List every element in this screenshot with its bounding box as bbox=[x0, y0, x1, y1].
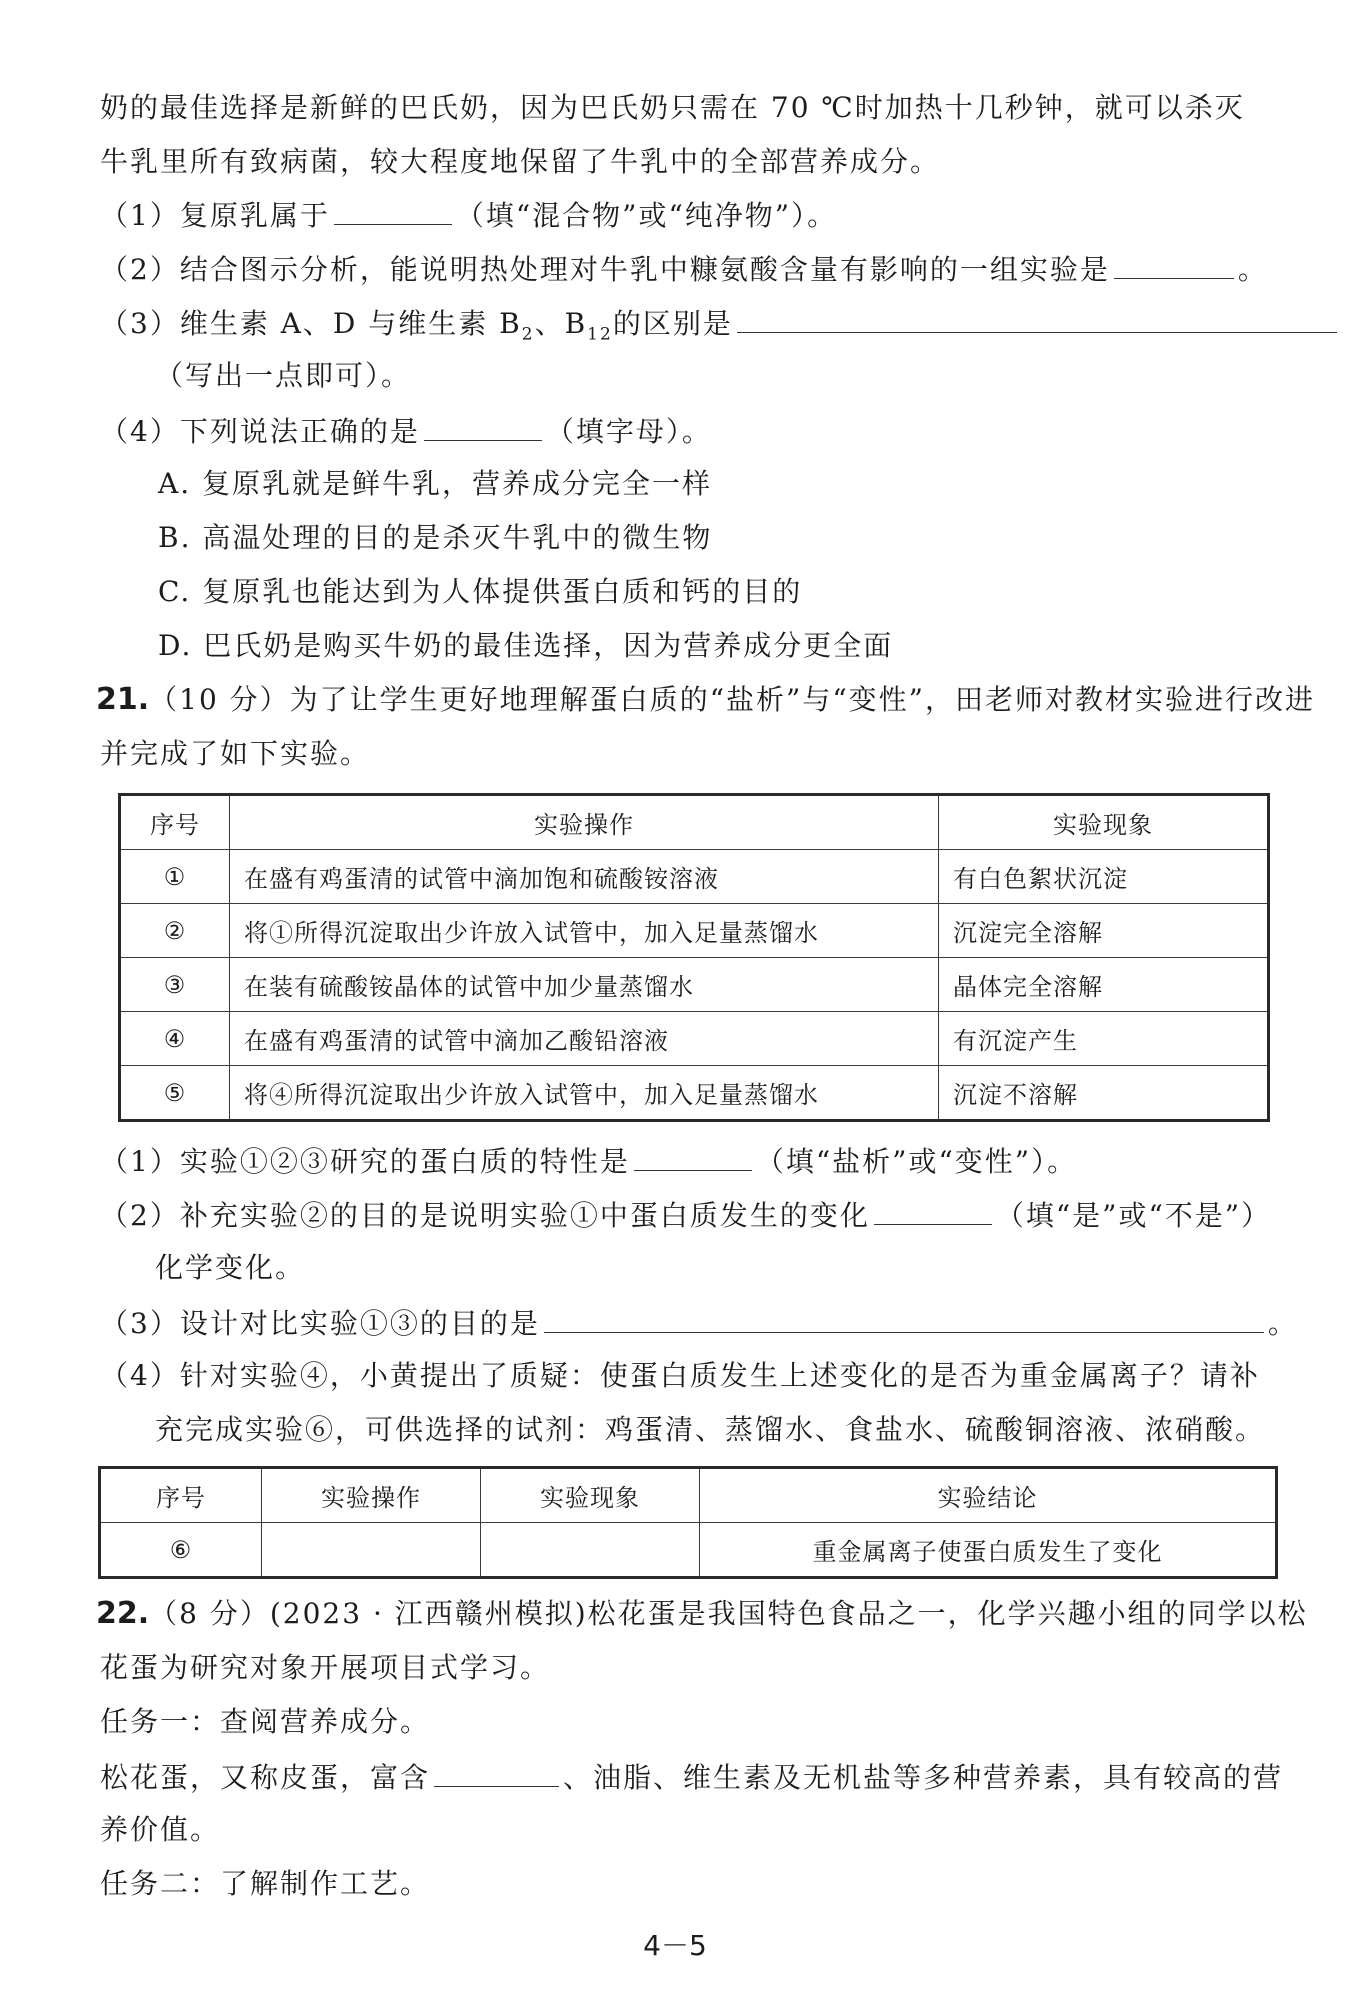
q20-text-line-2: 牛乳里所有致病菌，较大程度地保留了牛乳中的全部营养成分。 bbox=[100, 145, 941, 178]
header-cell: 实验结论 bbox=[700, 1468, 1277, 1523]
cell-phenomenon-answer[interactable] bbox=[481, 1523, 700, 1578]
q20-sub3 bbox=[100, 302, 1290, 355]
q21-sub2-prompt: （2）补充实验②的目的是说明实验①中蛋白质发生的变化 bbox=[100, 1199, 870, 1232]
page-number: 4－5 bbox=[643, 1929, 707, 1962]
q20-sub1-hint: （填“混合物”或“纯净物”）。 bbox=[455, 199, 838, 232]
q21-sub4-line-1: （4）针对实验④，小黄提出了质疑：使蛋白质发生上述变化的是否为重金属离子？请补 bbox=[100, 1359, 1260, 1392]
q20-sub4 bbox=[100, 410, 1290, 452]
cell-index: ⑤ bbox=[120, 1066, 230, 1121]
cell-operation-answer[interactable] bbox=[262, 1523, 481, 1578]
q21-sub1-hint: （填“盐析”或“变性”）。 bbox=[755, 1145, 1078, 1178]
answer-blank[interactable] bbox=[1114, 248, 1234, 279]
table-row bbox=[120, 958, 1269, 1012]
header-cell: 序号 bbox=[120, 795, 230, 850]
q21-line-2: 并完成了如下实验。 bbox=[100, 737, 371, 770]
cell-index: ② bbox=[120, 904, 230, 958]
q20-sub2-end: 。 bbox=[1237, 253, 1268, 286]
cell-operation: 将④所得沉淀取出少许放入试管中，加入足量蒸馏水 bbox=[230, 1066, 939, 1121]
q21-sub4-line-2: 充完成实验⑥，可供选择的试剂：鸡蛋清、蒸馏水、食盐水、硫酸铜溶液、浓硝酸。 bbox=[155, 1413, 1266, 1446]
q22-stem: （8 分）(2023 · 江西赣州模拟)松花蛋是我国特色食品之一，化学兴趣小组的同学以松 bbox=[149, 1597, 1308, 1630]
q22-task-1: 任务一：查阅营养成分。 bbox=[100, 1705, 431, 1738]
answer-blank[interactable] bbox=[434, 1756, 559, 1787]
header-cell: 实验现象 bbox=[939, 795, 1269, 850]
q22-paragraph-rest: 、油脂、维生素及无机盐等多种营养素，具有较高的营 bbox=[563, 1761, 1284, 1794]
option-a: A. 复原乳就是鲜牛乳，营养成分完全一样 bbox=[158, 467, 713, 500]
q21-line-1 bbox=[96, 680, 1315, 720]
header-cell: 实验操作 bbox=[262, 1468, 481, 1523]
q20-sub4-hint: （填字母）。 bbox=[545, 415, 712, 448]
q20-sub3-cont: （写出一点即可）。 bbox=[155, 359, 412, 392]
q20-sub2 bbox=[100, 248, 1290, 290]
table-header-row bbox=[120, 795, 1269, 850]
q22-line-2: 花蛋为研究对象开展项目式学习。 bbox=[100, 1651, 551, 1684]
option-c: C. 复原乳也能达到为人体提供蛋白质和钙的目的 bbox=[158, 575, 803, 608]
table-row bbox=[120, 1012, 1269, 1066]
header-cell: 实验现象 bbox=[481, 1468, 700, 1523]
question-number: 21. bbox=[96, 682, 150, 717]
answer-blank[interactable] bbox=[634, 1140, 752, 1171]
q20-sub3-post: 的区别是 bbox=[612, 307, 733, 340]
cell-phenomenon: 沉淀完全溶解 bbox=[939, 904, 1269, 958]
cell-operation: 在装有硫酸铵晶体的试管中加少量蒸馏水 bbox=[230, 958, 939, 1012]
table-row bbox=[120, 904, 1269, 958]
cell-phenomenon: 沉淀不溶解 bbox=[939, 1066, 1269, 1121]
q21-sub3 bbox=[100, 1302, 1298, 1344]
q20-sub3-prompt: （3）维生素 A、D 与维生素 B bbox=[100, 307, 522, 340]
q20-sub3-mid: 、B bbox=[534, 307, 588, 340]
cell-operation: 将①所得沉淀取出少许放入试管中，加入足量蒸馏水 bbox=[230, 904, 939, 958]
cell-index: ④ bbox=[120, 1012, 230, 1066]
cell-phenomenon: 有沉淀产生 bbox=[939, 1012, 1269, 1066]
header-cell: 实验操作 bbox=[230, 795, 939, 850]
subscript: 12 bbox=[587, 324, 613, 345]
answer-blank[interactable] bbox=[737, 302, 1337, 333]
cell-operation: 在盛有鸡蛋清的试管中滴加饱和硫酸铵溶液 bbox=[230, 850, 939, 904]
experiment-table bbox=[118, 793, 1270, 1122]
table-row bbox=[120, 850, 1269, 904]
q22-paragraph bbox=[100, 1756, 1290, 1798]
header-cell: 序号 bbox=[100, 1468, 262, 1523]
supplementary-experiment-table bbox=[98, 1466, 1278, 1579]
q21-sub2-cont: 化学变化。 bbox=[155, 1251, 306, 1284]
option-d: D. 巴氏奶是购买牛奶的最佳选择，因为营养成分更全面 bbox=[158, 629, 894, 662]
table-header-row bbox=[100, 1468, 1277, 1523]
q22-line-1 bbox=[96, 1594, 1308, 1634]
q20-sub1-prompt: （1）复原乳属于 bbox=[100, 199, 330, 232]
cell-phenomenon: 有白色絮状沉淀 bbox=[939, 850, 1269, 904]
q21-stem: （10 分）为了让学生更好地理解蛋白质的“盐析”与“变性”，田老师对教材实验进行改进 bbox=[149, 683, 1315, 716]
q22-task-2: 任务二：了解制作工艺。 bbox=[100, 1867, 431, 1900]
q20-text-line-1: 奶的最佳选择是新鲜的巴氏奶，因为巴氏奶只需在 70 ℃时加热十几秒钟，就可以杀灭 bbox=[100, 91, 1245, 124]
cell-index: ③ bbox=[120, 958, 230, 1012]
q22-paragraph-cont: 养价值。 bbox=[100, 1813, 221, 1846]
q21-sub1-prompt: （1）实验①②③研究的蛋白质的特性是 bbox=[100, 1145, 630, 1178]
cell-index: ⑥ bbox=[100, 1523, 262, 1578]
cell-phenomenon: 晶体完全溶解 bbox=[939, 958, 1269, 1012]
cell-conclusion: 重金属离子使蛋白质发生了变化 bbox=[700, 1523, 1277, 1578]
table-row bbox=[120, 1066, 1269, 1121]
answer-blank[interactable] bbox=[334, 194, 452, 225]
q22-paragraph-start: 松花蛋，又称皮蛋，富含 bbox=[100, 1761, 431, 1794]
q21-sub3-end: 。 bbox=[1267, 1307, 1298, 1340]
cell-index: ① bbox=[120, 850, 230, 904]
q21-sub3-prompt: （3）设计对比实验①③的目的是 bbox=[100, 1307, 540, 1340]
q21-sub2 bbox=[100, 1194, 1290, 1236]
option-b: B. 高温处理的目的是杀灭牛乳中的微生物 bbox=[158, 521, 713, 554]
question-number: 22. bbox=[96, 1596, 150, 1631]
q21-sub2-hint: （填“是”或“不是”） bbox=[995, 1199, 1272, 1232]
q20-sub2-prompt: （2）结合图示分析，能说明热处理对牛乳中糠氨酸含量有影响的一组实验是 bbox=[100, 253, 1110, 286]
answer-blank[interactable] bbox=[544, 1302, 1264, 1333]
q21-sub1 bbox=[100, 1140, 1290, 1182]
q20-sub1 bbox=[100, 194, 1290, 236]
q20-sub4-prompt: （4）下列说法正确的是 bbox=[100, 415, 420, 448]
table-row bbox=[100, 1523, 1277, 1578]
answer-blank[interactable] bbox=[424, 410, 542, 441]
cell-operation: 在盛有鸡蛋清的试管中滴加乙酸铅溶液 bbox=[230, 1012, 939, 1066]
answer-blank[interactable] bbox=[874, 1194, 992, 1225]
subscript: 2 bbox=[521, 324, 535, 345]
